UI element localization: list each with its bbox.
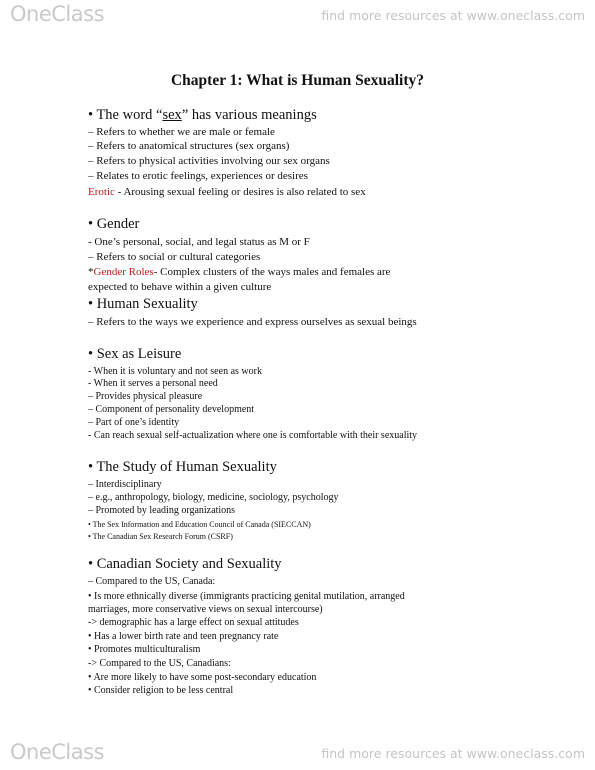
header-banner bbox=[0, 0, 595, 32]
footer-banner bbox=[0, 738, 595, 770]
list-item: • Is more ethnically diverse (immigrants practicing genital mutilation, arranged bbox=[88, 591, 405, 602]
leisure-heading: • Sex as Leisure bbox=[88, 346, 182, 362]
human-sexuality-heading: • Human Sexuality bbox=[88, 296, 198, 312]
list-item: - When it is voluntary and not seen as work bbox=[88, 366, 262, 377]
list-item: -> Compared to the US, Canadians: bbox=[88, 658, 231, 669]
sex-heading: • The word “sex” has various meanings bbox=[88, 107, 317, 123]
gender-roles-term: Gender Roles bbox=[93, 266, 154, 278]
list-item: – Component of personality development bbox=[88, 404, 255, 415]
list-item: • Are more likely to have some post-secondary education bbox=[88, 672, 317, 683]
oneclass-logo[interactable]: OneClass bbox=[10, 2, 105, 26]
gender-heading: • Gender bbox=[88, 216, 140, 232]
list-item: – Part of one’s identity bbox=[88, 417, 180, 428]
list-item: – Refers to whether we are male or female bbox=[88, 126, 275, 138]
list-item: - One’s personal, social, and legal status as M or F bbox=[88, 236, 310, 248]
list-item: – Refers to anatomical structures (sex organs) bbox=[88, 140, 290, 152]
erotic-term: Erotic bbox=[88, 186, 115, 198]
list-item: – Refers to the ways we experience and express ourselves as sexual beings bbox=[88, 316, 417, 328]
organization-item: • The Sex Information and Education Council of Canada (SIECCAN) bbox=[88, 520, 311, 529]
list-item: • Has a lower birth rate and teen pregnancy rate bbox=[88, 631, 279, 642]
list-item: – Promoted by leading organizations bbox=[88, 505, 236, 516]
header-tagline[interactable]: find more resources at www.oneclass.com bbox=[321, 8, 585, 23]
list-item: – Provides physical pleasure bbox=[88, 391, 203, 402]
list-item: - Can reach sexual self-actualization where one is comfortable with their sexuality bbox=[88, 430, 418, 441]
footer-tagline[interactable]: find more resources at www.oneclass.com bbox=[321, 746, 585, 761]
list-item: – Compared to the US, Canada: bbox=[88, 576, 216, 587]
list-item: marriages, more conservative views on sexual intercourse) bbox=[88, 604, 323, 615]
list-item: • Consider religion to be less central bbox=[88, 685, 234, 696]
gender-roles-continued: expected to behave within a given culture bbox=[88, 281, 272, 293]
page-title: Chapter 1: What is Human Sexuality? bbox=[170, 72, 425, 89]
sex-term: sex bbox=[162, 107, 182, 123]
gender-roles-definition: *Gender Roles- Complex clusters of the ways males and females are bbox=[88, 266, 391, 278]
list-item: – Refers to physical activities involving our sex organs bbox=[88, 155, 330, 167]
list-item: -> demographic has a large effect on sexual attitudes bbox=[88, 617, 299, 628]
list-item: – Interdisciplinary bbox=[88, 479, 162, 490]
list-item: • Promotes multiculturalism bbox=[88, 644, 201, 655]
study-heading: • The Study of Human Sexuality bbox=[88, 459, 277, 475]
canada-heading: • Canadian Society and Sexuality bbox=[88, 556, 282, 572]
list-item: – Relates to erotic feelings, experiences or desires bbox=[88, 170, 308, 182]
organization-item: • The Canadian Sex Research Forum (CSRF) bbox=[88, 532, 233, 541]
list-item: - When it serves a personal need bbox=[88, 378, 218, 389]
erotic-definition: Erotic - Arousing sexual feeling or desires is also related to sex bbox=[88, 186, 366, 198]
list-item: – e.g., anthropology, biology, medicine, sociology, psychology bbox=[88, 492, 339, 503]
list-item: – Refers to social or cultural categories bbox=[88, 251, 261, 263]
oneclass-logo-footer[interactable]: OneClass bbox=[10, 740, 105, 764]
